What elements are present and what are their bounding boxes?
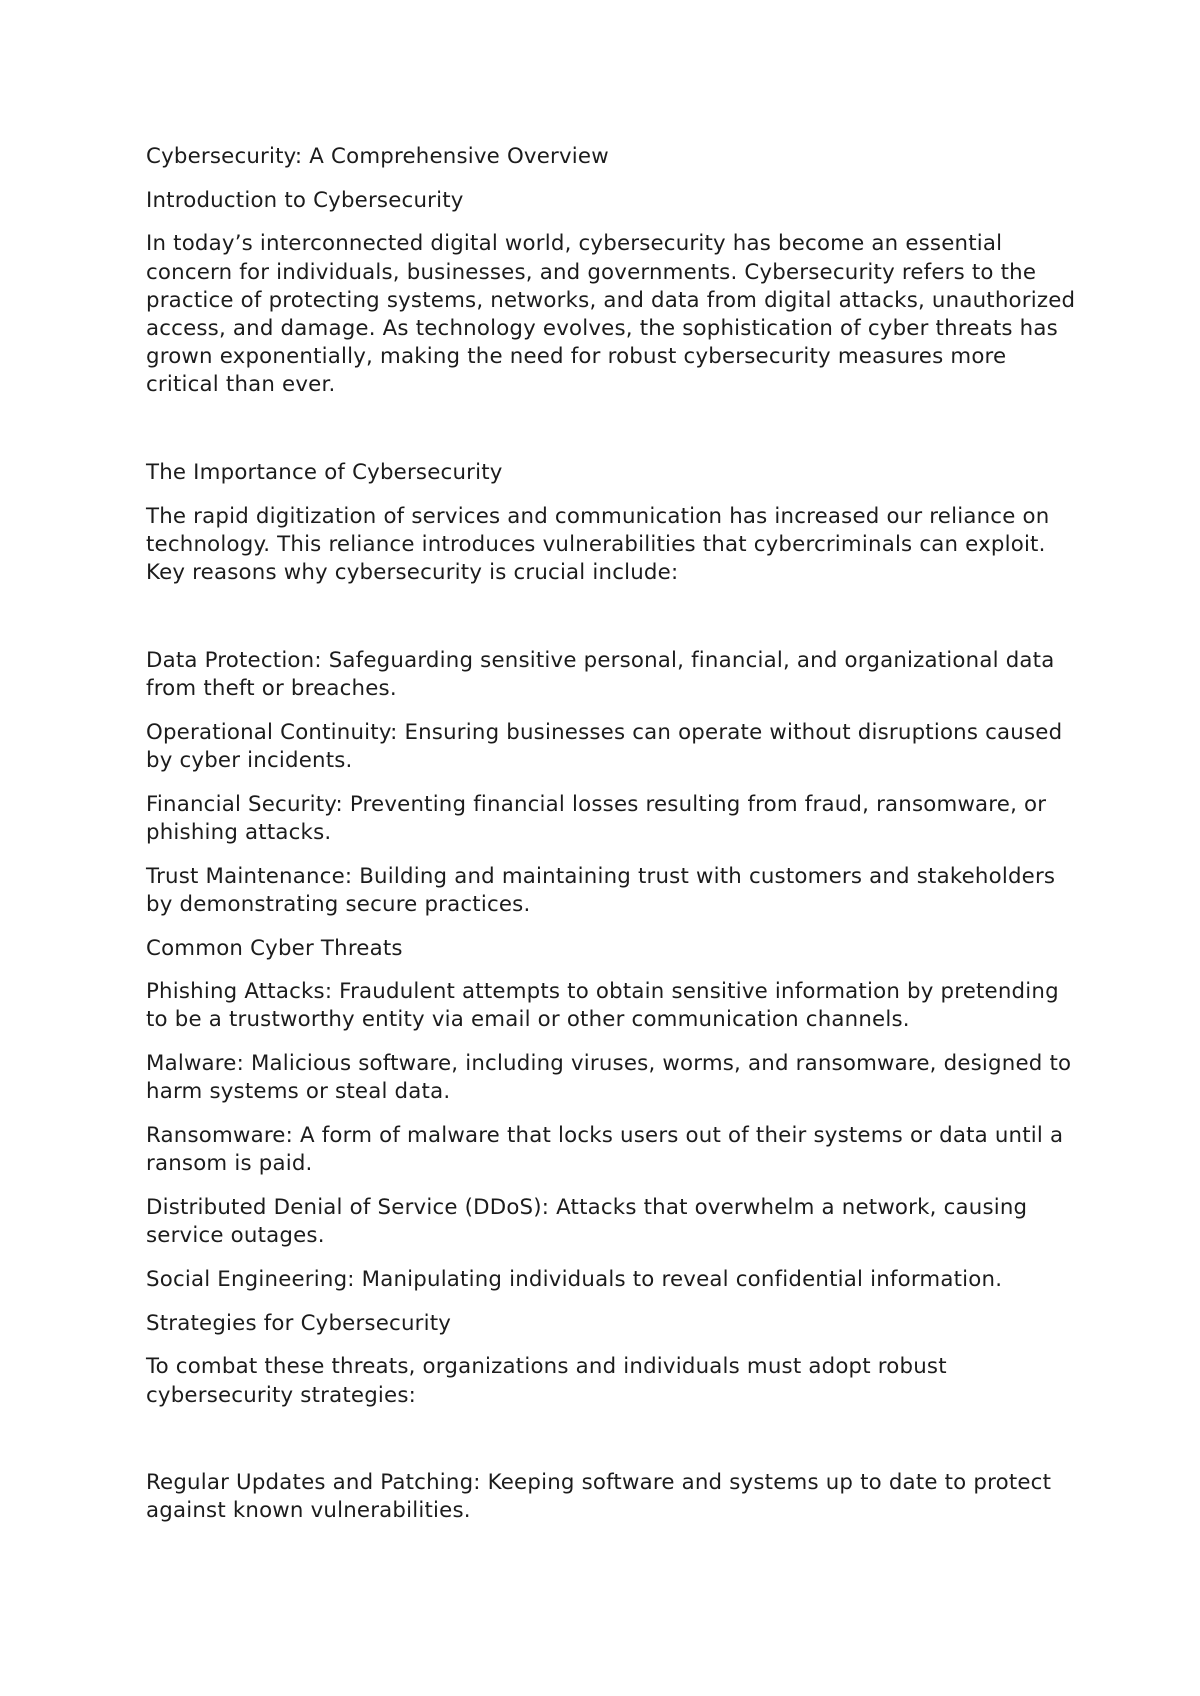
list-item: Ransomware: A form of malware that locks users out of their systems or data until a ransom is paid. bbox=[146, 1123, 1071, 1177]
list-item: Trust Maintenance: Building and maintaining trust with customers and stakeholders by demonstrating secure practices. bbox=[146, 863, 1063, 917]
list-item: Data Protection: Safeguarding sensitive personal, financial, and organizational data from theft or breaches. bbox=[146, 647, 1062, 702]
paragraph-spacer bbox=[146, 1425, 1076, 1469]
paragraph-spacer bbox=[146, 415, 1076, 459]
list-item: Malware: Malicious software, including viruses, worms, and ransomware, designed to harm systems or steal data. bbox=[146, 1051, 1079, 1105]
list-item: Social Engineering: Manipulating individuals to reveal confidential information. bbox=[146, 1266, 1003, 1292]
list-item: Phishing Attacks: Fraudulent attempts to obtain sensitive information by pretending to be a trustworthy entity via email or other communication channels. bbox=[146, 979, 1066, 1033]
strategies-paragraph: To combat these threats, organizations and individuals must adopt robust cybersecurity strategies: bbox=[146, 1354, 954, 1408]
strategies-heading: Strategies for Cybersecurity bbox=[146, 1310, 452, 1336]
importance-paragraph: The rapid digitization of services and communication has increased our reliance on technology. This reliance introduces vulnerabilities that cybercriminals can exploit. Key reasons why cybersecurity is crucial include: bbox=[146, 503, 1057, 586]
intro-paragraph: In today’s interconnected digital world, cybersecurity has become an essential concern for individuals, businesses, and governments. Cybersecurity refers to the practice of protecting systems, networks, and data from digital attacks, unauthorized access, and damage. As technology evolves, the sophistication of cyber threats has grown exponentially, making the need for robust cybersecurity measures more critical than ever. bbox=[146, 231, 1083, 398]
intro-heading: Introduction to Cybersecurity bbox=[146, 187, 464, 213]
paragraph-spacer bbox=[146, 603, 1076, 647]
list-item: Operational Continuity: Ensuring businesses can operate without disruptions caused by cyber incidents. bbox=[146, 719, 1070, 774]
list-item: Financial Security: Preventing financial losses resulting from fraud, ransomware, or phishing attacks. bbox=[146, 791, 1054, 845]
threats-heading: Common Cyber Threats bbox=[146, 935, 403, 961]
list-item: Distributed Denial of Service (DDoS): Attacks that overwhelm a network, causing service outages. bbox=[146, 1194, 1035, 1249]
document-page bbox=[146, 143, 1083, 1541]
importance-heading: The Importance of Cybersecurity bbox=[146, 460, 503, 486]
list-item: Regular Updates and Patching: Keeping software and systems up to date to protect against known vulnerabilities. bbox=[146, 1470, 1059, 1524]
document-title: Cybersecurity: A Comprehensive Overview bbox=[146, 144, 609, 169]
